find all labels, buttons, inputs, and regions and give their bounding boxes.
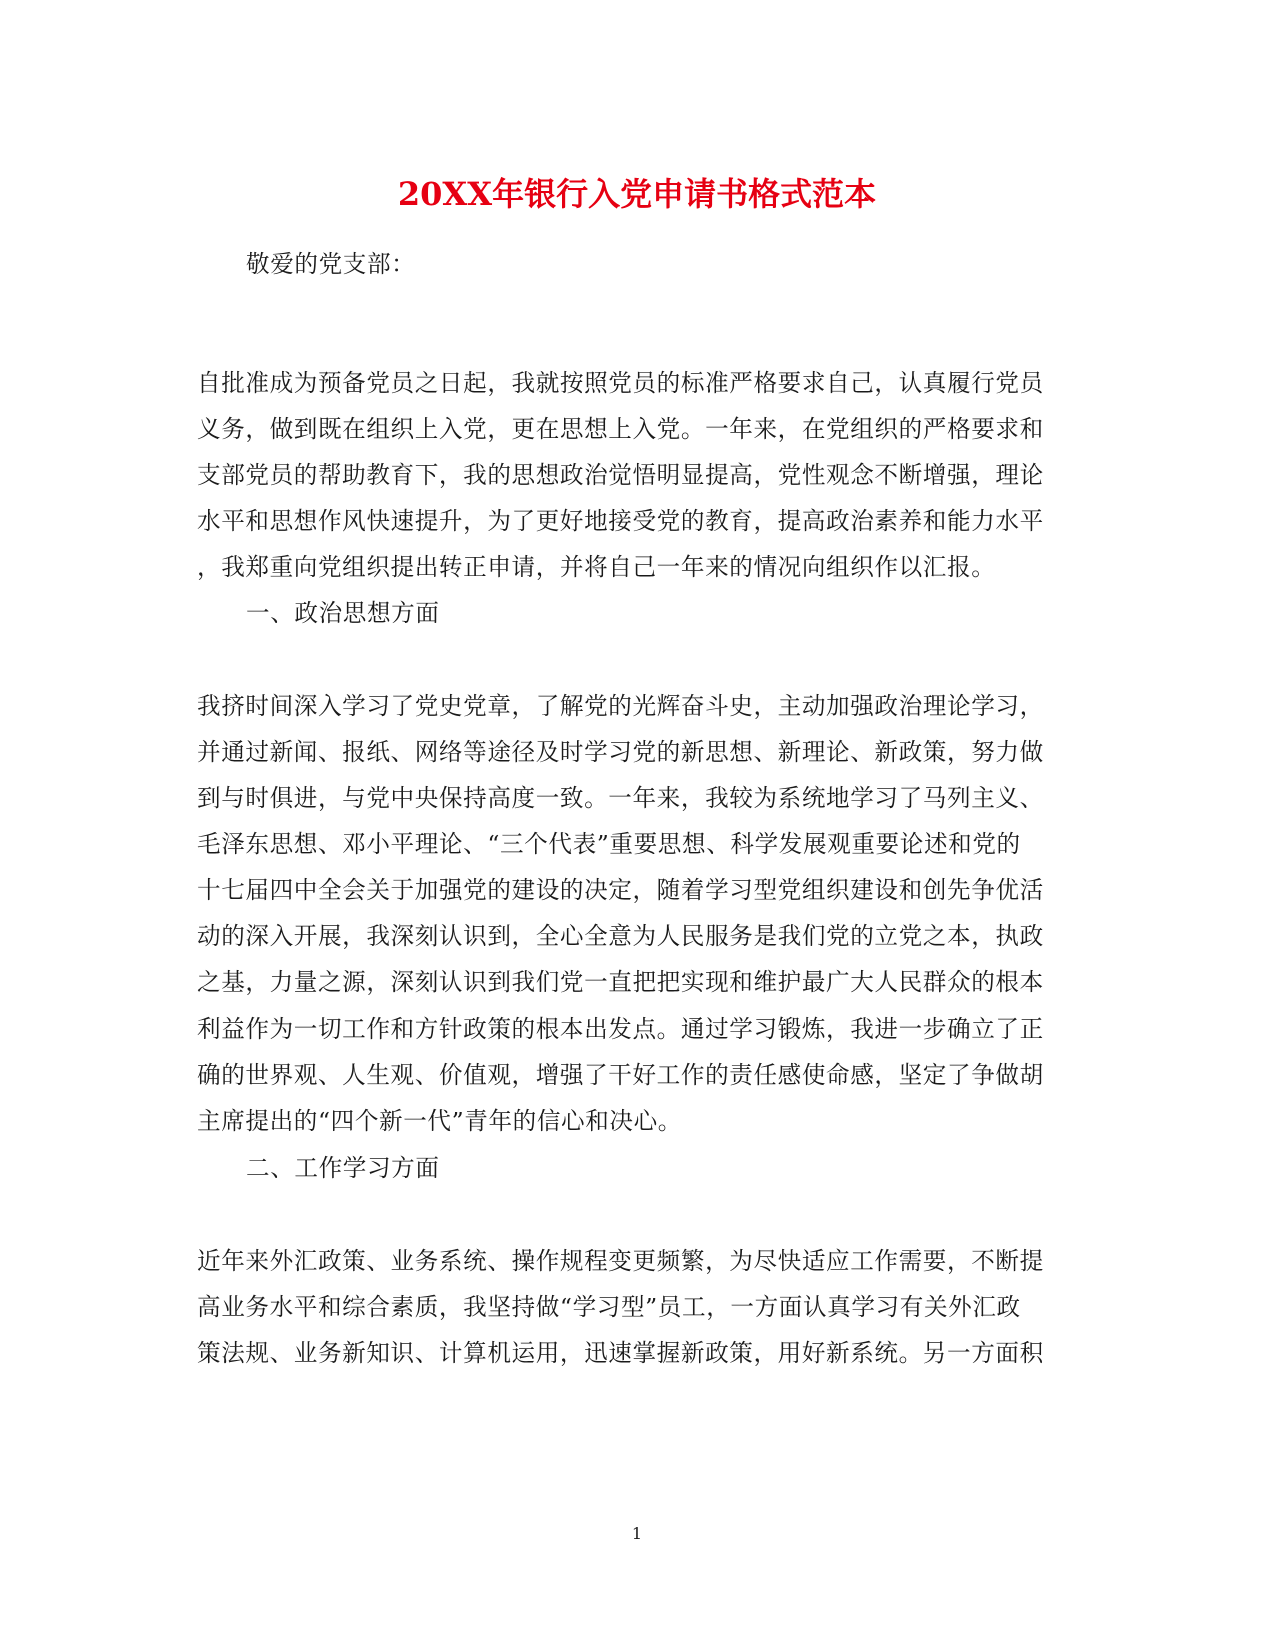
section-heading-political: 一、政治思想方面 bbox=[246, 599, 440, 627]
paragraph-2-line: 我挤时间深入学习了党史党章，了解党的光辉奋斗史，主动加强政治理论学习， bbox=[197, 692, 1044, 720]
paragraph-1-line: 义务，做到既在组织上入党，更在思想上入党。一年来，在党组织的严格要求和 bbox=[197, 415, 1044, 443]
paragraph-3-line: 近年来外汇政策、业务系统、操作规程变更频繁，为尽快适应工作需要，不断提 bbox=[197, 1247, 1044, 1275]
paragraph-3-line: 策法规、业务新知识、计算机运用，迅速掌握新政策，用好新系统。另一方面积 bbox=[197, 1339, 1044, 1367]
paragraph-2-line: 确的世界观、人生观、价值观，增强了干好工作的责任感使命感，坚定了争做胡 bbox=[197, 1061, 1044, 1089]
paragraph-1-line: 水平和思想作风快速提升，为了更好地接受党的教育，提高政治素养和能力水平 bbox=[197, 507, 1044, 535]
page-number: 1 bbox=[631, 1524, 643, 1543]
paragraph-3-line: 高业务水平和综合素质，我坚持做“学习型”员工，一方面认真学习有关外汇政 bbox=[197, 1293, 1021, 1321]
section-heading-work-study: 二、工作学习方面 bbox=[246, 1154, 440, 1182]
paragraph-1-line: 自批准成为预备党员之日起，我就按照党员的标准严格要求自己，认真履行党员 bbox=[197, 369, 1044, 397]
paragraph-2-line: 之基，力量之源，深刻认识到我们党一直把把实现和维护最广大人民群众的根本 bbox=[197, 968, 1044, 996]
paragraph-2-line: 动的深入开展，我深刻认识到，全心全意为人民服务是我们党的立党之本，执政 bbox=[197, 922, 1044, 950]
salutation: 敬爱的党支部： bbox=[246, 250, 416, 278]
paragraph-2-line: 主席提出的“四个新一代”青年的信心和决心。 bbox=[197, 1107, 683, 1135]
paragraph-2-line: 到与时俱进，与党中央保持高度一致。一年来，我较为系统地学习了马列主义、 bbox=[197, 784, 1044, 812]
paragraph-2-line: 并通过新闻、报纸、网络等途径及时学习党的新思想、新理论、新政策，努力做 bbox=[197, 738, 1044, 766]
paragraph-2-line: 利益作为一切工作和方针政策的根本出发点。通过学习锻炼，我进一步确立了正 bbox=[197, 1015, 1044, 1043]
paragraph-1-line: ，我郑重向党组织提出转正申请，并将自己一年来的情况向组织作以汇报。 bbox=[197, 553, 996, 581]
paragraph-1-line: 支部党员的帮助教育下，我的思想政治觉悟明显提高，党性观念不断增强，理论 bbox=[197, 461, 1044, 489]
paragraph-2-line: 毛泽东思想、邓小平理论、“三个代表”重要思想、科学发展观重要论述和党的 bbox=[197, 830, 1021, 858]
document-title: 20XX年银行入党申请书格式范本 bbox=[397, 175, 877, 213]
paragraph-2-line: 十七届四中全会关于加强党的建设的决定，随着学习型党组织建设和创先争优活 bbox=[197, 876, 1044, 904]
